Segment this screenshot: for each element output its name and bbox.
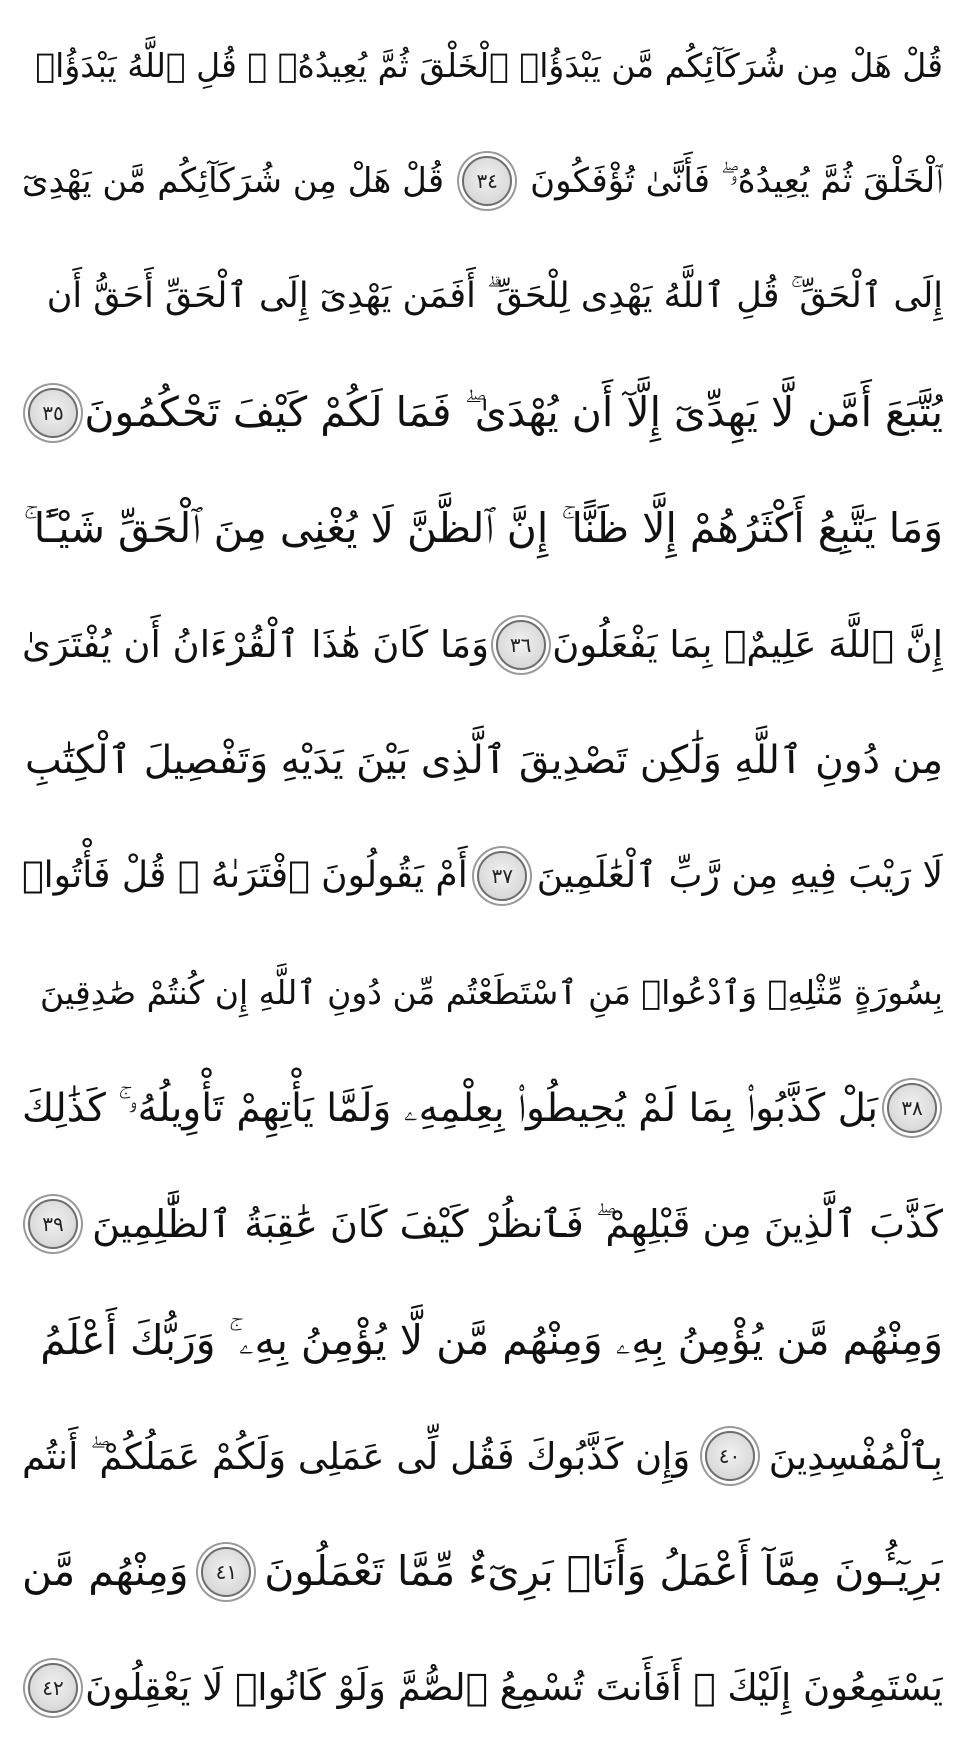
verse-line bbox=[22, 1285, 943, 1395]
ayah-number-marker: ٣٦ bbox=[496, 620, 546, 670]
verse-text: وَمِنْهُم مَّن يُؤْمِنُ بِهِۦ وَمِنْهُم مَّن لَّا يُؤْمِنُ بِهِۦ ۚ وَرَبُّكَ أَعْلَمُ bbox=[40, 1315, 943, 1364]
verse-text: مِن دُونِ ٱللَّهِ وَلَٰكِن تَصْدِيقَ ٱلَّذِى بَيْنَ يَدَيْهِ وَتَفْصِيلَ ٱلْكِتَٰبِ bbox=[24, 738, 943, 784]
verse-line bbox=[22, 590, 943, 700]
verse-text: إِلَى ٱلْحَقِّ ۚ قُلِ ٱللَّهُ يَهْدِى لِلْحَقِّ ۗ أَفَمَن يَهْدِىٓ إِلَى ٱلْحَقِّ أَحَقُّ أَن bbox=[46, 276, 943, 317]
ayah-number-marker: ٤١ bbox=[201, 1547, 251, 1597]
verse-text: بَرِيٓـُٔونَ مِمَّآ أَعْمَلُ وَأَنَا۠ بَرِىٓءٌ مِّمَّا تَعْمَلُونَ bbox=[264, 1547, 943, 1596]
ayah-number-marker: ٤٢ bbox=[28, 1663, 78, 1713]
verse-line bbox=[22, 821, 943, 931]
verse-text: بِسُورَةٍ مِّثْلِهِۦ وَٱدْعُوا۟ مَنِ ٱسْتَطَعْتُم مِّن دُونِ ٱللَّهِ إِن كُنتُمْ صَٰدِقِينَ bbox=[39, 972, 943, 1012]
verse-line bbox=[22, 706, 943, 816]
verse-text: قُلْ هَلْ مِن شُرَكَآئِكُم مَّن يَبْدَؤُا۟ ٱلْخَلْقَ ثُمَّ يُعِيدُهُۥ ۚ قُلِ ٱللَّهُ يَبْدَؤُا۟ bbox=[35, 45, 943, 85]
verse-line bbox=[22, 1517, 943, 1627]
ayah-number-marker: ٣٧ bbox=[477, 851, 527, 901]
verse-line bbox=[22, 10, 943, 120]
verse-line bbox=[22, 474, 943, 584]
verse-line bbox=[22, 1053, 943, 1163]
verse-lines bbox=[22, 10, 943, 1743]
verse-text: وَمِنْهُم مَّن bbox=[22, 1547, 189, 1596]
verse-text: يَسْتَمِعُونَ إِلَيْكَ ۚ أَفَأَنتَ تُسْمِعُ ٱلصُّمَّ وَلَوْ كَانُوا۟ لَا يَعْقِلُونَ bbox=[85, 1666, 943, 1710]
verse-text: بَلْ كَذَّبُوا۟ بِمَا لَمْ يُحِيطُوا۟ بِعِلْمِهِۦ وَلَمَّا يَأْتِهِمْ تَأْوِيلُهُۥ ۚ كَذَٰلِكَ bbox=[22, 1085, 878, 1131]
ayah-number-marker: ٤٠ bbox=[705, 1431, 755, 1481]
ayah-number-marker: ٣٨ bbox=[887, 1083, 937, 1133]
verse-line bbox=[22, 1633, 943, 1743]
verse-text: كَذَّبَ ٱلَّذِينَ مِن قَبْلِهِمْ ۖ فَٱنظُرْ كَيْفَ كَانَ عَٰقِبَةُ ٱلظَّٰلِمِينَ bbox=[92, 1202, 943, 1247]
verse-line bbox=[22, 1169, 943, 1279]
verse-line bbox=[22, 358, 943, 468]
verse-line bbox=[22, 1401, 943, 1511]
verse-text: لَا رَيْبَ فِيهِ مِن رَّبِّ ٱلْعَٰلَمِينَ bbox=[536, 855, 943, 897]
verse-line bbox=[22, 937, 943, 1047]
verse-text: وَإِن كَذَّبُوكَ فَقُل لِّى عَمَلِى وَلَكُمْ عَمَلُكُمْ ۖ أَنتُم bbox=[22, 1434, 691, 1478]
verse-text: قُلْ هَلْ مِن شُرَكَآئِكُم مَّن يَهْدِىٓ bbox=[22, 160, 445, 201]
verse-text: أَمْ يَقُولُونَ ٱفْتَرَىٰهُ ۖ قُلْ فَأْتُوا۟ bbox=[22, 855, 468, 897]
verse-text: وَمَا كَانَ هَٰذَا ٱلْقُرْءَانُ أَن يُفْتَرَىٰ bbox=[22, 623, 489, 667]
verse-text: يُتَّبَعَ أَمَّن لَّا يَهِدِّىٓ إِلَّآ أَن يُهْدَىٰ ۖ فَمَا لَكُمْ كَيْفَ تَحْكُمُونَ bbox=[84, 388, 943, 437]
verse-text: ٱلْخَلْقَ ثُمَّ يُعِيدُهُۥ ۖ فَأَنَّىٰ تُؤْفَكُونَ bbox=[530, 160, 943, 201]
verse-text: بِٱلْمُفْسِدِينَ bbox=[768, 1434, 943, 1478]
verse-text: إِنَّ ٱللَّهَ عَلِيمٌۢ بِمَا يَفْعَلُونَ bbox=[552, 623, 943, 667]
verse-line bbox=[22, 126, 943, 236]
ayah-number-marker: ٣٩ bbox=[28, 1199, 78, 1249]
ayah-number-marker: ٣٤ bbox=[462, 156, 512, 206]
verse-line bbox=[22, 242, 943, 352]
ayah-number-marker: ٣٥ bbox=[28, 388, 78, 438]
verse-text: وَمَا يَتَّبِعُ أَكْثَرُهُمْ إِلَّا ظَنًّا ۚ إِنَّ ٱلظَّنَّ لَا يُغْنِى مِنَ ٱلْحَقِّ شَيْـًٔا ۚ bbox=[23, 504, 943, 553]
